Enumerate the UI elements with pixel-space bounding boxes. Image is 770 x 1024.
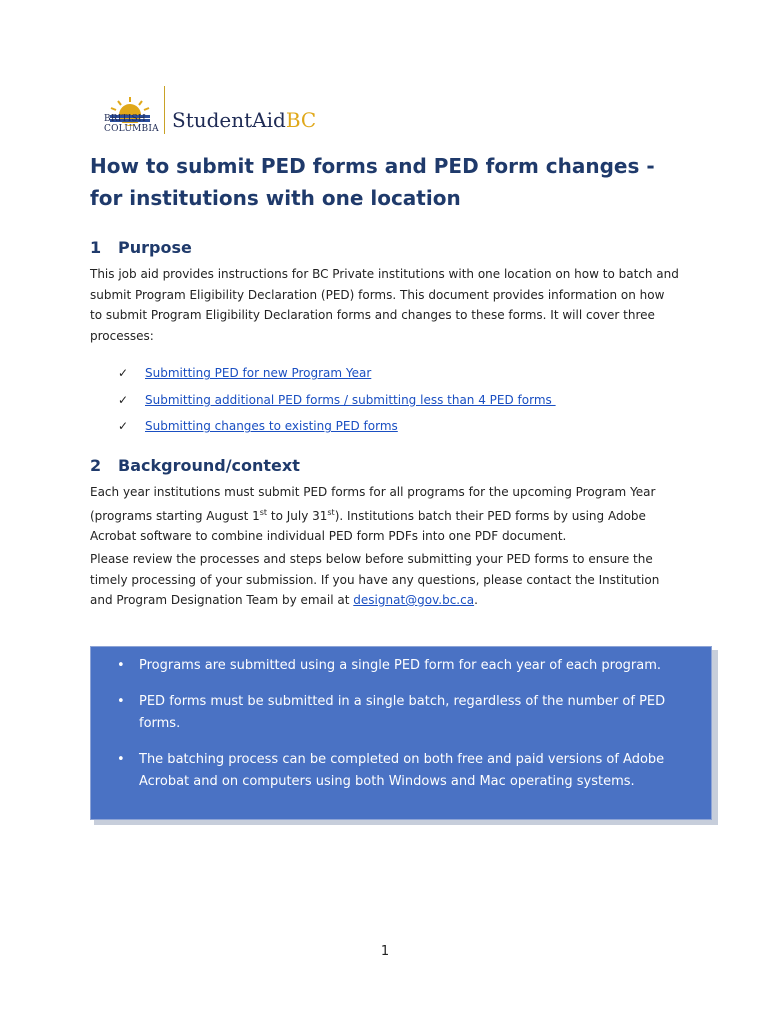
background-paragraph-1 [90, 482, 680, 547]
check-icon: ✓ [118, 392, 129, 407]
section-heading-text: Background/context [118, 456, 300, 475]
section-heading-text: Purpose [118, 238, 192, 257]
logo-brand-suffix: BC [285, 108, 317, 132]
section-heading-background [90, 456, 300, 475]
background-paragraph-2 [90, 549, 680, 611]
callout-item-text: PED forms must be submitted in a single batch, regardless of the number of PED forms. [139, 694, 666, 731]
background-text-c: ). Institutions batch their PED forms by using Adobe Acrobat software to combine individual PED form PDFs into one PDF document. [90, 508, 646, 543]
background-text-after: . [474, 593, 478, 607]
logo-province-line2: COLUMBIA [104, 124, 159, 134]
link-new-program-year[interactable]: Submitting PED for new Program Year [145, 366, 372, 381]
bullet-icon: • [117, 658, 125, 673]
document-title: How to submit PED forms and PED form changes - for institutions with one location [90, 154, 655, 210]
logo-brand-main: StudentAid [172, 108, 286, 132]
link-changes-existing-ped[interactable]: Submitting changes to existing PED forms [145, 419, 398, 434]
background-text-before: Please review the processes and steps below before submitting your PED forms to ensure the timely processing of your submission. If you have any questions, please contact the Institution and Program Designation Team by email at [90, 552, 660, 607]
list-item [118, 387, 556, 414]
logo-province-text [104, 114, 160, 134]
bullet-icon: • [117, 694, 125, 709]
callout-item [117, 749, 671, 793]
logo-wordmark [172, 108, 316, 132]
background-text-a: Each year institutions must submit PED forms for all programs for the upcoming Program Year (programs starting August 1 [90, 485, 656, 523]
superscript-st: st [327, 507, 335, 517]
superscript-st: st [259, 507, 268, 517]
purpose-paragraph: This job aid provides instructions for BC Private institutions with one location on how to batch and submit Program Eligibility Declaration (PED) forms. This document provides information on how to submit Program Eligibility Declaration forms and changes to these forms. It will cover three processes: [90, 267, 679, 343]
link-additional-ped-forms[interactable]: Submitting additional PED forms / submitting less than 4 PED forms [145, 392, 556, 407]
callout-item-text: Programs are submitted using a single PED form for each year of each program. [139, 658, 662, 673]
callout-item-text: The batching process can be completed on both free and paid versions of Adobe Acrobat and on computers using both Windows and Mac operating systems. [139, 752, 665, 789]
callout-item [117, 655, 671, 677]
email-link[interactable]: designat@gov.bc.ca [353, 593, 475, 607]
section-number: 1 [90, 238, 102, 257]
check-icon: ✓ [118, 419, 129, 434]
callout-box [90, 646, 712, 820]
callout-item [117, 691, 671, 735]
logo [104, 84, 324, 140]
logo-divider [164, 86, 165, 134]
list-item [118, 413, 556, 440]
list-item [118, 360, 556, 387]
background-text-b: to July 31 [267, 508, 328, 523]
check-icon: ✓ [118, 366, 129, 381]
process-link-list [118, 360, 556, 440]
bullet-icon: • [117, 752, 125, 767]
section-heading-purpose [90, 238, 192, 257]
logo-province-line1: BRITISH [104, 114, 146, 124]
section-number: 2 [90, 456, 102, 475]
callout-list [91, 647, 711, 793]
page-number: 1 [380, 944, 390, 959]
